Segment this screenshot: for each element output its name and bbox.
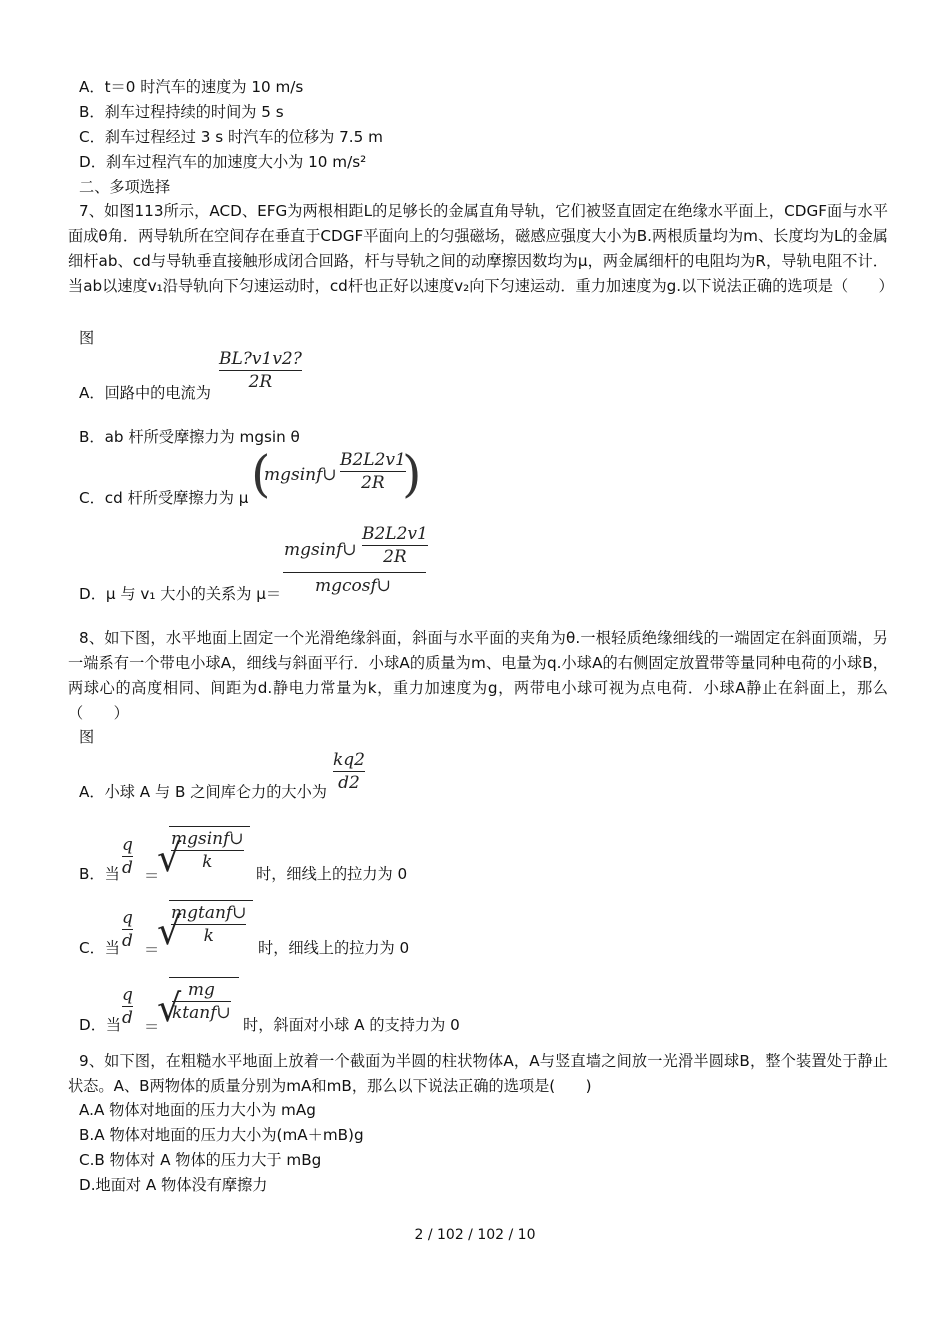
q7-option-c-label: C．cd 杆所受摩擦力为 μ: [79, 489, 249, 507]
q8-c-q: q: [122, 908, 133, 928]
q8-d-radicand: [172, 979, 231, 1024]
q9-option-a: A.A 物体对地面的压力大小为 mAg: [79, 1101, 316, 1119]
q8-b-rad-den: k: [202, 852, 213, 872]
q8-c-equals: ＝: [144, 941, 160, 959]
q7-c-right-paren: ): [402, 445, 422, 503]
q7-d-main-bar: [283, 572, 426, 573]
q7-c-expr: mgsinf∪: [264, 465, 337, 485]
q8-b-d: d: [122, 858, 133, 878]
q8-d-q: q: [122, 985, 133, 1005]
section-heading: 二、多项选择: [79, 178, 171, 196]
q6-option-a: A．t＝0 时汽车的速度为 10 m/s: [79, 78, 304, 96]
q8-option-d-post: 时，斜面对小球 A 的支持力为 0: [243, 1016, 460, 1034]
q7-d-denominator: mgcosf∪: [315, 576, 392, 596]
q7-c-fraction: [340, 449, 406, 494]
q7-option-a-label: A．回路中的电流为: [79, 384, 211, 402]
q8-a-numerator: kq2: [333, 750, 365, 770]
q8-b-radical-bar: [169, 826, 250, 827]
q8-b-rad-num: mgsinf∪: [171, 829, 244, 849]
q7-d-top-expr: mgsinf∪: [284, 540, 357, 560]
q8-a-fraction: [333, 749, 365, 794]
q8-c-radical-bar: [169, 900, 253, 901]
q8-option-c-pre: C．当: [79, 939, 120, 957]
q8-c-d: d: [122, 931, 133, 951]
q8-c-q-over-d: [122, 907, 133, 952]
q9-option-d: D.地面对 A 物体没有摩擦力: [79, 1176, 268, 1194]
q8-c-radical-sign: √: [157, 909, 182, 953]
page-number: 2 / 102 / 102 / 10: [414, 1227, 536, 1243]
q8-b-q-over-d: [122, 834, 133, 879]
q6-option-b: B．刹车过程持续的时间为 5 s: [79, 103, 284, 121]
q7-d-inner-fraction: [362, 523, 428, 568]
q7-a-numerator: BL?v1v2?: [219, 349, 302, 369]
q8-d-radical-bar: [169, 977, 239, 978]
q7-d-inner-numerator: B2L2v1: [362, 524, 428, 544]
q8-a-denominator: d2: [338, 773, 360, 793]
q8-b-q: q: [122, 835, 133, 855]
q8-c-radicand: [171, 902, 246, 947]
q8-d-rad-num: mg: [187, 980, 215, 1000]
q9-stem: 9、如下图，在粗糙水平地面上放着一个截面为半圆的柱状物体A，A与竖直墙之间放一光滑半圆球B，整个装置处于静止状态。A、B两物体的质量分别为mA和mB，那么以下说法正确的选项是( ): [68, 1052, 888, 1095]
q7-option-a-fraction: [219, 348, 302, 393]
q6-option-c: C．刹车过程经过 3 s 时汽车的位移为 7.5 m: [79, 128, 383, 146]
q7-stem: 7、如图113所示，ACD、EFG为两根相距L的足够长的金属直角导轨，它们被竖直固定在绝缘水平面上，CDGF面与水平面成θ角．两导轨所在空间存在垂直于CDGF平面向上的匀强磁场，磁感应强度大小为B.两根质量均为m、长度均为L的金属细杆ab、cd与导轨垂直接触形成闭合回路，杆与导轨之间的动摩擦因数均为μ，两金属细杆的电阻均为R，导轨电阻不计．当ab以速度v₁沿导轨向下匀速运动时，cd杆也正好以速度v₂向下匀速运动．重力加速度为g.以下说法正确的选项是（ ）: [68, 202, 894, 295]
q8-b-radical-sign: √: [157, 836, 182, 880]
q7-option-b: B．ab 杆所受摩擦力为 mgsin θ: [79, 428, 300, 446]
q8-d-rad-den: ktanf∪: [172, 1003, 231, 1023]
q8-option-b-pre: B．当: [79, 865, 120, 883]
q7-d-inner-denominator: 2R: [383, 547, 407, 567]
q8-option-b-post: 时，细线上的拉力为 0: [256, 865, 408, 883]
q8-figure-placeholder: 图: [79, 728, 95, 746]
q7-figure-placeholder: 图: [79, 329, 95, 347]
q7-c-denominator: 2R: [361, 473, 385, 493]
q6-option-d: D．刹车过程汽车的加速度大小为 10 m/s²: [79, 153, 367, 171]
q8-option-a-label: A．小球 A 与 B 之间库仑力的大小为: [79, 783, 327, 801]
q9-option-b: B.A 物体对地面的压力大小为(mA＋mB)g: [79, 1126, 364, 1144]
q8-stem: 8、如下图，水平地面上固定一个光滑绝缘斜面，斜面与水平面的夹角为θ.一根轻质绝缘细线的一端固定在斜面顶端，另一端系有一个带电小球A，细线与斜面平行．小球A的质量为m、电量为q.小球A的右侧固定放置带等量同种电荷的小球B，两球心的高度相同、间距为d.静电力常量为k，重力加速度为g，两带电小球可视为点电荷．小球A静止在斜面上，那么（ ）: [68, 629, 888, 722]
q7-c-numerator: B2L2v1: [340, 450, 406, 470]
q8-c-rad-num: mgtanf∪: [171, 903, 247, 923]
q8-d-d: d: [122, 1008, 133, 1028]
q8-d-radical-sign: √: [157, 986, 182, 1030]
q9-option-c: C.B 物体对 A 物体的压力大于 mBg: [79, 1151, 322, 1169]
q7-a-denominator: 2R: [248, 372, 273, 392]
q8-option-c-post: 时，细线上的拉力为 0: [258, 939, 410, 957]
q8-b-radicand: [171, 828, 244, 873]
q7-c-left-paren: (: [251, 445, 271, 503]
q8-d-q-over-d: [122, 984, 133, 1029]
q8-c-rad-den: k: [203, 926, 214, 946]
q8-option-d-pre: D．当: [79, 1016, 122, 1034]
q8-b-equals: ＝: [144, 867, 160, 885]
q7-option-d-label: D．μ 与 v₁ 大小的关系为 μ＝: [79, 585, 282, 603]
q8-d-equals: ＝: [144, 1018, 160, 1036]
